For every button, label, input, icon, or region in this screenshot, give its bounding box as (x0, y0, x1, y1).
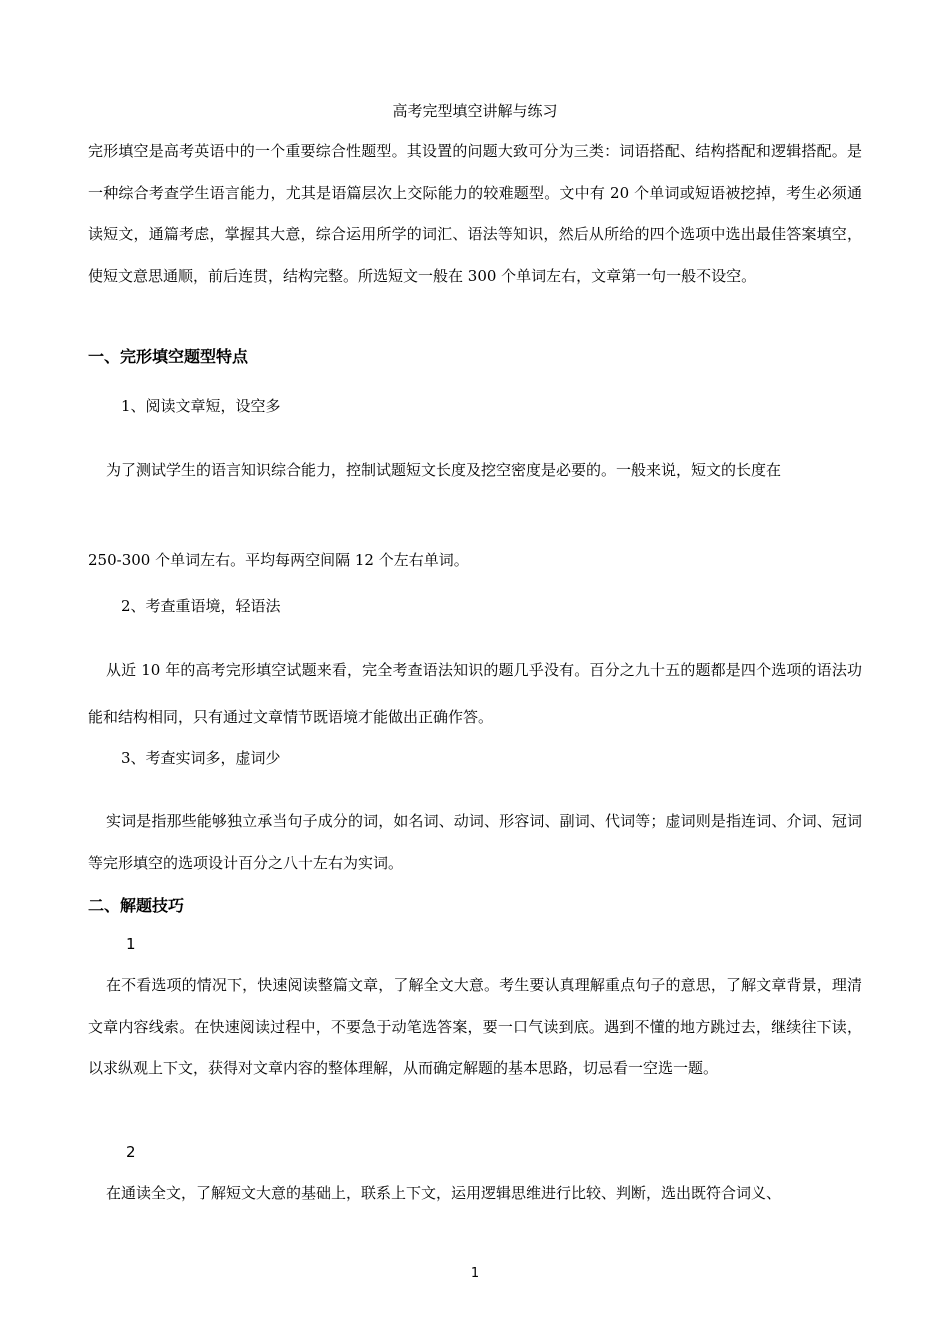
technique-1-text: 在不看选项的情况下，快速阅读整篇文章，了解全文大意。考生要认真理解重点句子的意思，了解文章背景，理清文章内容线索。在快速阅读过程中，不要急于动笔选答案，要一口气读到底。遇到不懂的地方跳过去，继续往下读，以求纵观上下文，获得对文章内容的整体理解，从而确定解题的基本思路，切忌看一空选一题。 (88, 976, 862, 1077)
technique-2-text: 在通读全文，了解短文大意的基础上，联系上下文，运用逻辑思维进行比较、判断，选出既符合词义、 (106, 1184, 782, 1202)
feature-1-text: 为了测试学生的语言知识综合能力，控制试题短文长度及挖空密度是必要的。一般来说，短文的长度在 (106, 461, 782, 479)
feature-2-title: 2、考查重语境，轻语法 (121, 597, 281, 615)
feature-3-text: 实词是指那些能够独立承当句子成分的词，如名词、动词、形容词、副词、代词等；虚词则是指连词、介词、冠词等完形填空的选项设计百分之八十左右为实词。 (88, 812, 862, 872)
document-title: 高考完型填空讲解与练习 (392, 102, 558, 120)
technique-1-number: 1 (126, 935, 136, 953)
feature-3-title: 3、考查实词多，虚词少 (121, 749, 281, 767)
feature-1-text-continued: 250-300 个单词左右。平均每两空间隔 12 个左右单词。 (88, 551, 469, 569)
page-number: 1 (470, 1266, 480, 1281)
section-heading-features: 一、完形填空题型特点 (88, 347, 249, 366)
feature-1-title: 1、阅读文章短，设空多 (121, 397, 281, 415)
feature-2-text: 从近 10 年的高考完形填空试题来看，完全考查语法知识的题几乎没有。百分之九十五的题都是四个选项的语法功能和结构相同，只有通过文章情节既语境才能做出正确作答。 (88, 661, 862, 726)
section-heading-techniques: 二、解题技巧 (88, 896, 185, 915)
intro-paragraph: 完形填空是高考英语中的一个重要综合性题型。其设置的问题大致可分为三类：词语搭配、结构搭配和逻辑搭配。是一种综合考查学生语言能力，尤其是语篇层次上交际能力的较难题型。文中有 20 个单词或短语被挖掉，考生必须通读短文，通篇考虑，掌握其大意，综合运用所学的词汇、语法等知识，然后从所给的四个选项中选出最佳答案填空，使短文意思通顺，前后连贯，结构完整。所选短文一般在 300 个单词左右，文章第一句一般不设空。 (88, 142, 862, 285)
technique-2-number: 2 (126, 1143, 136, 1161)
